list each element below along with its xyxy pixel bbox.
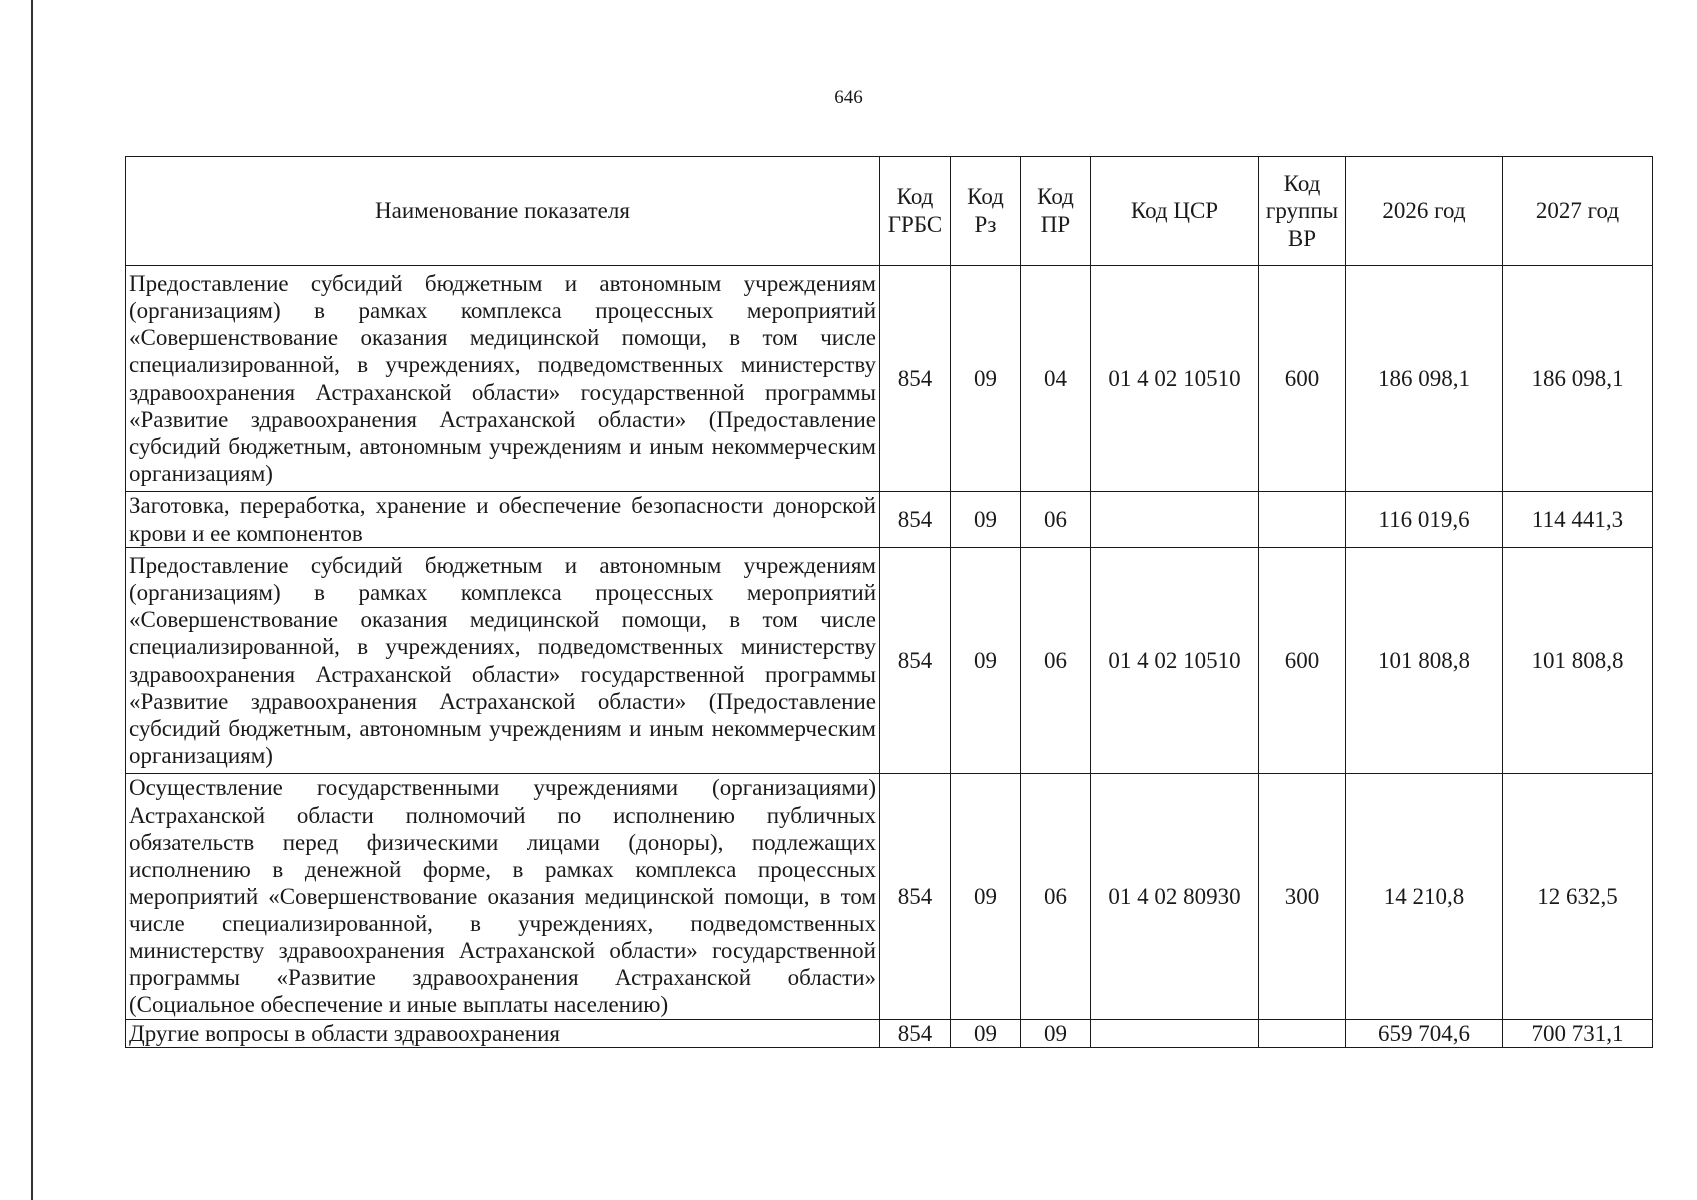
row-pr-code: 06 [1021, 774, 1091, 1020]
header-rz-code: Код Рз [951, 157, 1021, 266]
row-vr-code [1259, 1020, 1346, 1048]
header-csr-code: Код ЦСР [1091, 157, 1259, 266]
row-csr-code: 01 4 02 10510 [1091, 266, 1259, 492]
row-amount-2026: 659 704,6 [1346, 1020, 1503, 1048]
row-vr-code: 600 [1259, 548, 1346, 774]
page-number: 646 [834, 87, 863, 108]
header-vr-group-code: Код группы ВР [1259, 157, 1346, 266]
row-pr-code: 04 [1021, 266, 1091, 492]
header-grbs-code: Код ГРБС [880, 157, 951, 266]
row-indicator-name: Заготовка, переработка, хранение и обеспечение безопасности донорской крови и ее компонентов [126, 492, 880, 548]
row-vr-code [1259, 492, 1346, 548]
row-indicator-name: Другие вопросы в области здравоохранения [126, 1020, 880, 1048]
row-pr-code: 06 [1021, 492, 1091, 548]
header-indicator-name: Наименование показателя [126, 157, 880, 266]
header-year-2027: 2027 год [1503, 157, 1653, 266]
row-indicator-name: Предоставление субсидий бюджетным и автономным учреждениям (организациям) в рамках комплекса процессных мероприятий «Совершенствование оказания медицинской помощи, в том числе специализированной, в учреждениях, подведомственных министерству здравоохранения Астраханской области» государственной программы «Развитие здравоохранения Астраханской области» (Предоставление субсидий бюджетным, автономным учреждениям и иным некоммерческим организациям) [126, 548, 880, 774]
row-amount-2027: 12 632,5 [1503, 774, 1653, 1020]
row-amount-2027: 101 808,8 [1503, 548, 1653, 774]
row-rz-code: 09 [951, 492, 1021, 548]
header-pr-code: Код ПР [1021, 157, 1091, 266]
table-row [126, 774, 1653, 1020]
table-row [126, 548, 1653, 774]
row-indicator-name: Предоставление субсидий бюджетным и автономным учреждениям (организациям) в рамках комплекса процессных мероприятий «Совершенствование оказания медицинской помощи, в том числе специализированной, в учреждениях, подведомственных министерству здравоохранения Астраханской области» государственной программы «Развитие здравоохранения Астраханской области» (Предоставление субсидий бюджетным, автономным учреждениям и иным некоммерческим организациям) [126, 266, 880, 492]
row-amount-2027: 186 098,1 [1503, 266, 1653, 492]
row-vr-code: 300 [1259, 774, 1346, 1020]
row-grbs-code: 854 [880, 1020, 951, 1048]
row-csr-code: 01 4 02 10510 [1091, 548, 1259, 774]
budget-table [125, 156, 1653, 1048]
row-csr-code: 01 4 02 80930 [1091, 774, 1259, 1020]
row-grbs-code: 854 [880, 548, 951, 774]
row-grbs-code: 854 [880, 266, 951, 492]
row-indicator-name: Осуществление государственными учреждениями (организациями) Астраханской области полномочий по исполнению публичных обязательств перед физическими лицами (доноры), подлежащих исполнению в денежной форме, в рамках комплекса процессных мероприятий «Совершенствование оказания медицинской помощи, в том числе специализированной, в учреждениях, подведомственных министерству здравоохранения Астраханской области» государственной программы «Развитие здравоохранения Астраханской области» (Социальное обеспечение и иные выплаты населению) [126, 774, 880, 1020]
row-amount-2027: 700 731,1 [1503, 1020, 1653, 1048]
row-amount-2026: 101 808,8 [1346, 548, 1503, 774]
row-rz-code: 09 [951, 266, 1021, 492]
row-amount-2027: 114 441,3 [1503, 492, 1653, 548]
row-rz-code: 09 [951, 774, 1021, 1020]
row-rz-code: 09 [951, 1020, 1021, 1048]
table-row [126, 492, 1653, 548]
row-csr-code [1091, 492, 1259, 548]
row-csr-code [1091, 1020, 1259, 1048]
row-amount-2026: 186 098,1 [1346, 266, 1503, 492]
table-header-row [126, 157, 1653, 266]
row-amount-2026: 14 210,8 [1346, 774, 1503, 1020]
row-grbs-code: 854 [880, 774, 951, 1020]
header-year-2026: 2026 год [1346, 157, 1503, 266]
row-rz-code: 09 [951, 548, 1021, 774]
row-pr-code: 06 [1021, 548, 1091, 774]
binding-margin-line [31, 0, 33, 1200]
row-amount-2026: 116 019,6 [1346, 492, 1503, 548]
table-row [126, 1020, 1653, 1048]
row-pr-code: 09 [1021, 1020, 1091, 1048]
row-grbs-code: 854 [880, 492, 951, 548]
table-row [126, 266, 1653, 492]
row-vr-code: 600 [1259, 266, 1346, 492]
